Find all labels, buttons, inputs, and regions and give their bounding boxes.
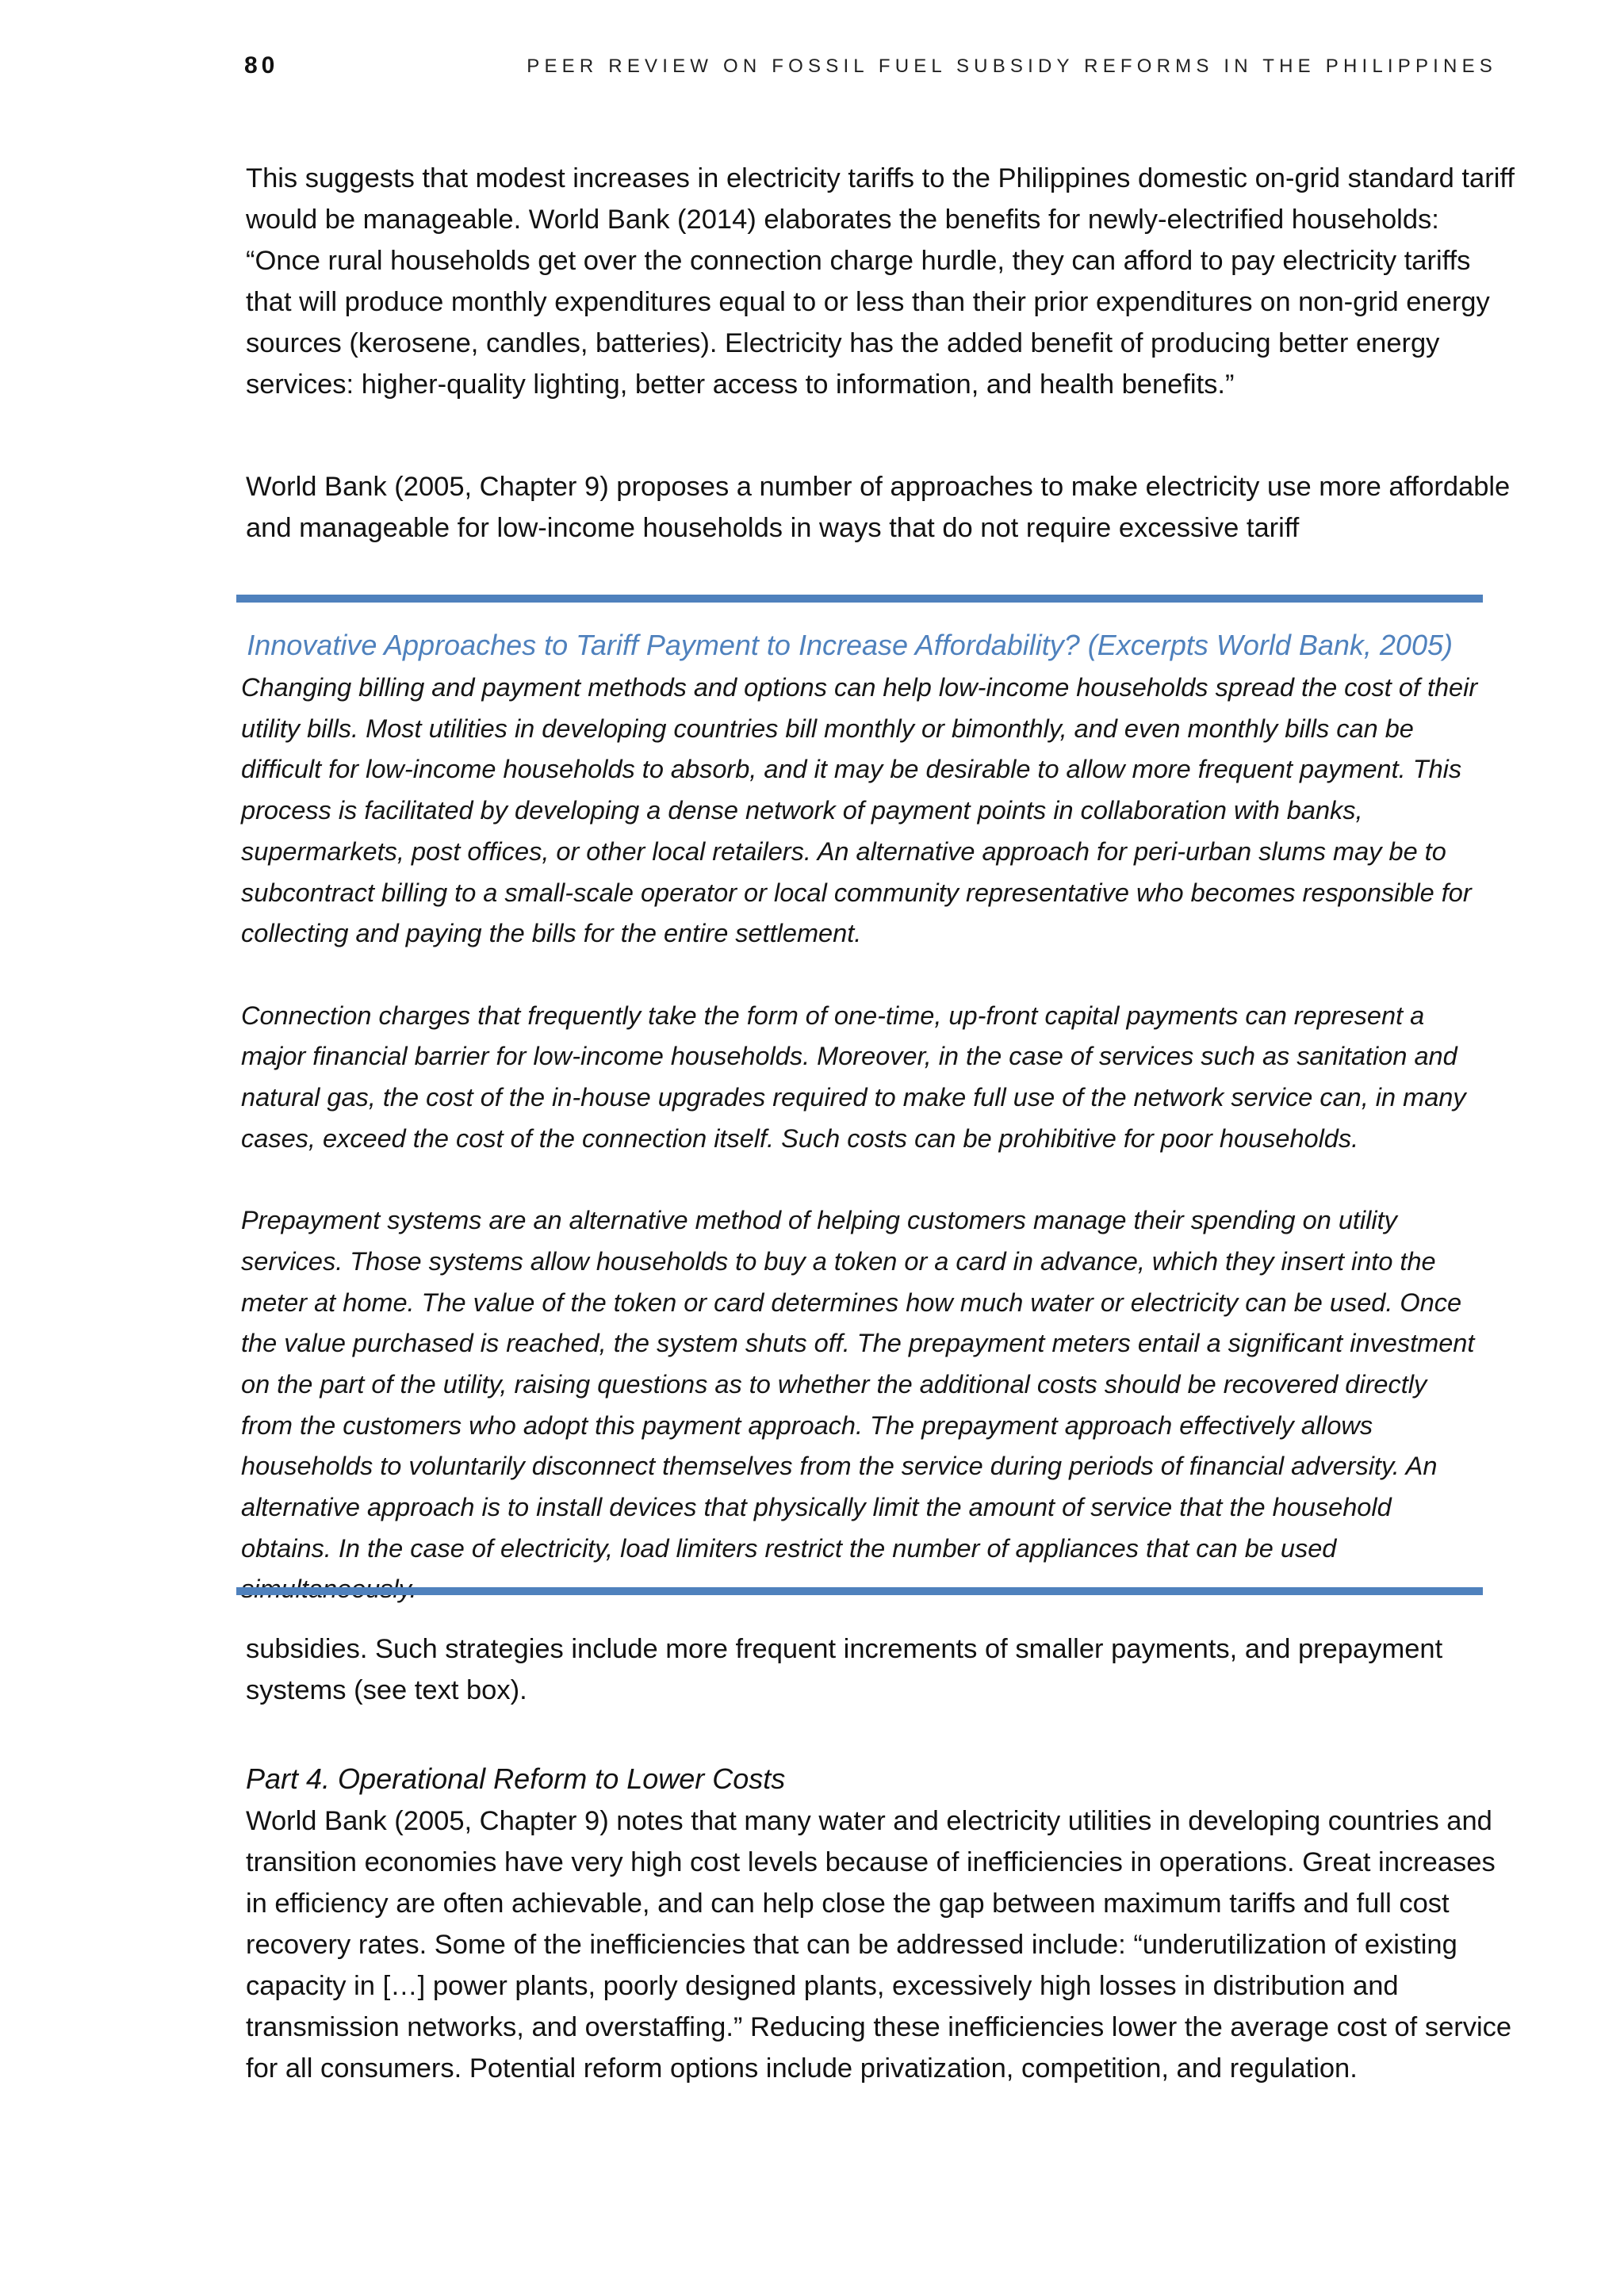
page-header <box>244 52 1497 84</box>
text-box-paragraph-1: Changing billing and payment methods and options can help low-income households spread the cost of their utility bills. Most utilities in developing countries bill monthly or bimonthly, and even monthly bills can be difficult for low-income households to absorb, and it may be desirable to allow more frequent payment. This process is facilitated by developing a dense network of payment points in collaboration with banks, supermarkets, post offices, or other local retailers. An alternative approach for peri-urban slums may be to subcontract billing to a small-scale operator or local community representative who becomes responsible for collecting and paying the bills for the entire settlement. <box>241 673 1478 948</box>
paragraph-text: subsidies. Such strategies include more frequent increments of smaller payments, and prepayment systems (see text box). <box>246 1634 1443 1705</box>
paragraph-text: World Bank (2005, Chapter 9) proposes a number of approaches to make electricity use more affordable and manageable for low-income households in ways that do not require excessive tariff <box>246 472 1511 543</box>
section-heading: Part 4. Operational Reform to Lower Costs <box>246 1762 786 1795</box>
body-paragraph-1 <box>246 158 1515 405</box>
text-box <box>236 595 1483 1600</box>
running-title: PEER REVIEW ON FOSSIL FUEL SUBSIDY REFORMS IN THE PHILIPPINES <box>527 55 1497 77</box>
paragraph-text: This suggests that modest increases in electricity tariffs to the Philippines domestic on-grid standard tariff would be manageable. World Bank (2014) elaborates the benefits for newly-electrified households: “Once rural households get over the connection charge hurdle, they can afford to pay electricity tariffs that will produce monthly expenditures equal to or less than their prior expenditures on non-grid energy sources (kerosene, candles, batteries). Electricity has the added benefit of producing better energy services: higher-quality lighting, better access to information, and health benefits.” <box>246 163 1515 400</box>
body-paragraph-4 <box>246 1800 1515 2089</box>
text-box-body <box>241 668 1483 1651</box>
body-paragraph-2 <box>246 466 1515 549</box>
body-paragraph-3 <box>246 1628 1515 1711</box>
paragraph-text: World Bank (2005, Chapter 9) notes that many water and electricity utilities in developing countries and transition economies have very high cost levels because of inefficiencies in operations. Great increases in efficiency are often achievable, and can help close the gap between maximum tariffs and full cost recovery rates. Some of the inefficiencies that can be addressed include: “underutilization of existing capacity in […] power plants, poorly designed plants, excessively high losses in distribution and transmission networks, and overstaffing.” Reducing these inefficiencies lower the average cost of service for all consumers. Potential reform options include privatization, competition, and regulation. <box>246 1806 1512 2084</box>
page-number: 80 <box>244 52 279 78</box>
text-box-bottom-rule <box>236 1587 1483 1595</box>
text-box-title: Innovative Approaches to Tariff Payment to Increase Affordability? (Excerpts World Bank, 2005) <box>247 629 1453 661</box>
text-box-paragraph-3: Prepayment systems are an alternative method of helping customers manage their spending on utility services. Those systems allow households to buy a token or a card in advance, which they insert into the meter at home. The value of the token or card determines how much water or electricity can be used. Once the value purchased is reached, the system shuts off. The prepayment meters entail a significant investment on the part of the utility, raising questions as to whether the additional costs should be recovered directly from the customers who adopt this payment approach. The prepayment approach effectively allows households to voluntarily disconnect themselves from the service during periods of financial adversity. An alternative approach is to install devices that physically limit the amount of service that the household obtains. In the case of electricity, load limiters restrict the number of appliances that can be used <box>241 1206 1475 1563</box>
text-box-top-rule <box>236 595 1483 603</box>
text-box-paragraph-2: Connection charges that frequently take the form of one-time, up-front capital payments can represent a major financial barrier for low-income households. Moreover, in the case of services such as sanitation and natural gas, the cost of the in-house upgrades required to make full use of the network service can, in many cases, exceed the cost of the connection itself. Such costs can be prohibitive for poor households. <box>241 1001 1466 1153</box>
